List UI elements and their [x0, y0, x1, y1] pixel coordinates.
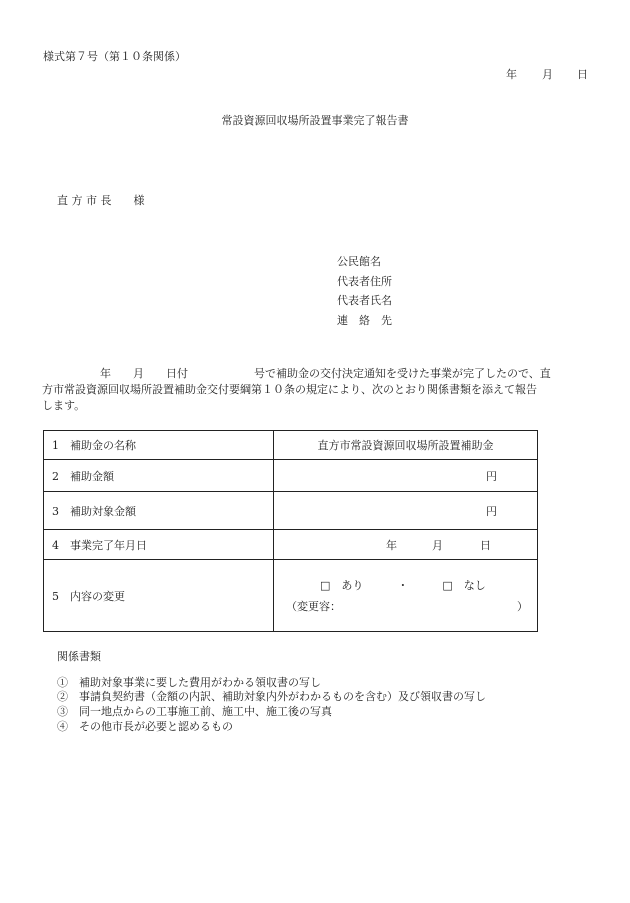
body-text-3: します。 — [42, 399, 86, 412]
form-number: 様式第７号（第１０条関係） — [43, 50, 186, 63]
document-title: 常設資源回収場所設置事業完了報告書 — [221, 114, 409, 127]
body-date-month: 月 — [133, 367, 144, 380]
completion-day: 日 — [480, 538, 491, 552]
table-row — [44, 460, 538, 492]
completion-date-value — [274, 530, 538, 560]
row-value: 直方市常設資源回収場所設置補助金 — [274, 431, 538, 460]
row-label: 2 補助金額 — [44, 460, 274, 492]
document-item: ② 事請負契約書（金額の内訳、補助対象内外がわかるものを含む）及び領収書の写し — [57, 690, 486, 703]
row-label: 5 内容の変更 — [44, 560, 274, 632]
row-label: 3 補助対象金額 — [44, 492, 274, 530]
date-month: 月 — [542, 68, 553, 81]
row-value: 円 — [274, 492, 538, 530]
date-year: 年 — [506, 68, 517, 81]
applicant-hall-name: 公民館名 — [337, 255, 381, 268]
completion-year: 年 — [386, 538, 397, 552]
change-detail-close: ） — [517, 600, 528, 613]
body-date-day: 日付 — [166, 367, 188, 380]
option-no[interactable]: □ なし — [442, 579, 486, 592]
document-item: ① 補助対象事業に要した費用がわかる領収書の写し — [57, 676, 321, 689]
report-body-text — [42, 366, 580, 414]
applicant-contact: 連 絡 先 — [337, 314, 392, 327]
row-label: 4 事業完了年月日 — [44, 530, 274, 560]
related-documents-heading: 関係書類 — [57, 650, 101, 663]
applicant-rep-address: 代表者住所 — [337, 275, 392, 288]
submission-date — [506, 69, 588, 80]
change-detail-open: （変更容： — [286, 600, 341, 613]
table-row — [44, 560, 538, 632]
table-row — [44, 431, 538, 460]
table-row — [44, 492, 538, 530]
date-day: 日 — [577, 68, 588, 81]
row-label: 1 補助金の名称 — [44, 431, 274, 460]
addressee — [57, 195, 145, 206]
body-text-1: 号で補助金の交付決定通知を受けた事業が完了したので、直 — [254, 367, 551, 380]
option-separator: ・ — [397, 579, 409, 592]
body-date-year: 年 — [100, 367, 111, 380]
body-text-2: 方市常設資源回収場所設置補助金交付要綱第１０条の規定により、次のとおり関係書類を添えて報告 — [42, 383, 537, 396]
document-item: ④ その他市長が必要と認めるもの — [57, 720, 233, 733]
row-value: 円 — [274, 460, 538, 492]
option-yes[interactable]: □ あり — [320, 579, 364, 592]
applicant-rep-name: 代表者氏名 — [337, 294, 392, 307]
table-row — [44, 530, 538, 560]
document-item: ③ 同一地点からの工事施工前、施工中、施工後の写真 — [57, 705, 332, 718]
completion-month: 月 — [432, 538, 443, 552]
report-table — [43, 430, 538, 632]
addressee-name: 直 方 市 長 — [57, 194, 112, 207]
addressee-honorific: 様 — [133, 194, 145, 207]
content-change-value — [274, 560, 538, 632]
